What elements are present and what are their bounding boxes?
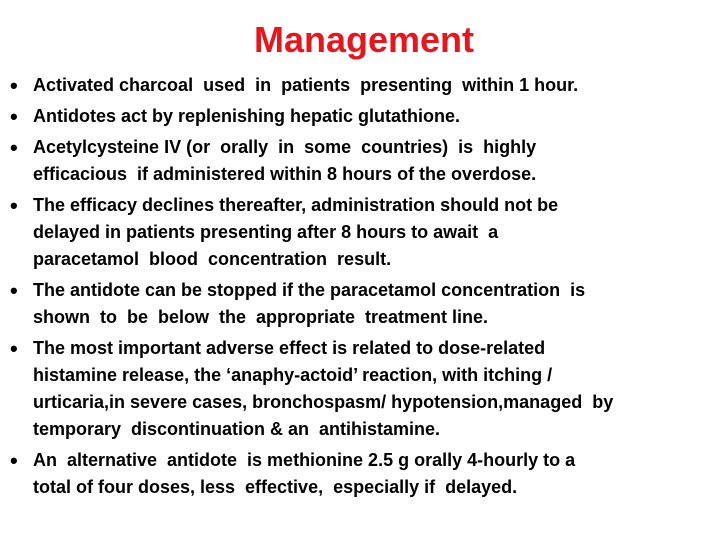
bullet-list <box>10 72 722 505</box>
bullet-text-line: urticaria,in severe cases, bronchospasm/ hypotension,managed by <box>33 392 614 412</box>
bullet-item <box>10 134 722 188</box>
bullet-text-line: Antidotes act by replenishing hepatic glutathione. <box>33 106 461 126</box>
bullet-text-line: shown to be below the appropriate treatment line. <box>33 307 489 327</box>
bullet-text-line: Acetylcysteine IV (or orally in some countries) is highly <box>33 137 537 157</box>
bullet-item <box>10 103 722 130</box>
bullet-dot-icon: • <box>10 104 18 129</box>
bullet-text-line: efficacious if administered within 8 hours of the overdose. <box>33 164 537 184</box>
bullet-dot-icon: • <box>10 336 18 361</box>
bullet-item <box>10 335 722 443</box>
bullet-dot-icon: • <box>10 135 18 160</box>
bullet-item <box>10 72 722 99</box>
bullet-item <box>10 192 722 273</box>
bullet-item <box>10 277 722 331</box>
bullet-text-line: The efficacy declines thereafter, administration should not be <box>33 195 559 215</box>
bullet-dot-icon: • <box>10 193 18 218</box>
bullet-dot-icon: • <box>10 73 18 98</box>
bullet-text-line: paracetamol blood concentration result. <box>33 249 392 269</box>
bullet-text-line: The most important adverse effect is related to dose-related <box>33 338 546 358</box>
bullet-dot-icon: • <box>10 278 18 303</box>
bullet-item <box>10 447 722 501</box>
bullet-dot-icon: • <box>10 448 18 473</box>
bullet-text-line: delayed in patients presenting after 8 hours to await a <box>33 222 499 242</box>
bullet-text-line: The antidote can be stopped if the paracetamol concentration is <box>33 280 586 300</box>
bullet-text-line: histamine release, the ‘anaphy-actoid’ reaction, with itching / <box>33 365 553 385</box>
slide-title: Management <box>253 19 475 60</box>
bullet-text-line: Activated charcoal used in patients presenting within 1 hour. <box>33 75 579 95</box>
bullet-text-line: temporary discontinuation & an antihistamine. <box>33 419 441 439</box>
bullet-text-line: An alternative antidote is methionine 2.5 g orally 4-hourly to a <box>33 450 576 470</box>
bullet-text-line: total of four doses, less effective, especially if delayed. <box>33 477 518 497</box>
